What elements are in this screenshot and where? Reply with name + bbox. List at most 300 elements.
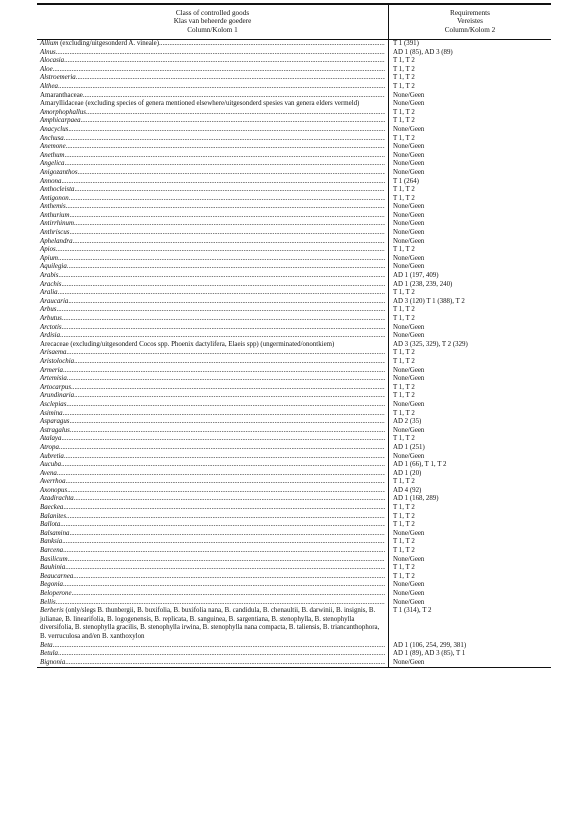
class-cell (37, 444, 389, 453)
dot-leader (68, 556, 385, 565)
table-row (37, 289, 551, 298)
requirement-cell: None/Geen (393, 658, 425, 666)
table-row (37, 427, 551, 436)
dot-leader (66, 401, 385, 410)
table-row (37, 392, 551, 401)
class-name: Asclepias (40, 400, 67, 408)
dot-leader (64, 135, 385, 144)
dot-leader (68, 126, 385, 135)
class-cell (37, 152, 389, 161)
table-row (37, 57, 551, 66)
table-row (37, 40, 551, 49)
class-cell (37, 74, 389, 83)
dot-leader (60, 521, 385, 530)
requirement-cell: T 1 (264) (393, 177, 419, 185)
requirement-cell: None/Geen (393, 590, 425, 597)
table-row (37, 444, 551, 453)
class-cell (37, 650, 389, 659)
table-row (37, 169, 551, 178)
dot-leader (56, 599, 385, 608)
class-name: Apios (40, 246, 56, 254)
class-cell (37, 392, 389, 401)
class-cell (37, 599, 389, 608)
dot-leader (70, 427, 385, 436)
class-name: Artemisia (40, 375, 67, 383)
dot-leader (72, 590, 385, 599)
requirement-cell: AD 1 (197, 409) (393, 272, 439, 280)
class-name: Atalaya (40, 435, 62, 443)
table-row (37, 487, 551, 496)
class-cell (37, 246, 389, 255)
class-name: Anigozanthos (40, 168, 78, 176)
dot-leader (58, 272, 385, 281)
requirement-cell: None/Geen (393, 263, 425, 271)
table-row (37, 573, 551, 582)
dot-leader (56, 246, 385, 255)
dot-leader (53, 66, 385, 75)
class-name: Anemone (40, 143, 66, 151)
class-name: Amaranthaceae (40, 91, 83, 99)
table-row (37, 203, 551, 212)
class-cell (37, 547, 389, 556)
class-name: Arctotis (40, 323, 62, 331)
table-header (37, 5, 551, 40)
table-row (37, 255, 551, 264)
class-cell (37, 238, 389, 247)
class-cell (37, 143, 389, 152)
class-cell (37, 573, 389, 582)
class-cell (37, 281, 389, 290)
requirement-cell: T 1 (314), T 2 (393, 607, 432, 615)
table-row (37, 599, 551, 608)
table-row (37, 478, 551, 487)
table-row (37, 650, 551, 659)
class-name: Asparagus (40, 418, 70, 426)
requirement-cell: None/Geen (393, 220, 425, 228)
table-row (37, 143, 551, 152)
class-cell (37, 92, 389, 101)
requirement-cell: T 1, T 2 (393, 82, 415, 90)
class-name: Amphicarpaea (40, 117, 81, 125)
table-row (37, 324, 551, 333)
header-col2-line-1: Requirements (450, 9, 490, 17)
requirement-cell: T 1, T 2 (393, 289, 415, 297)
class-cell (37, 66, 389, 75)
class-cell (37, 418, 389, 427)
requirement-cell: AD 1 (85), AD 3 (89) (393, 48, 453, 56)
class-cell (37, 203, 389, 212)
class-cell (37, 109, 389, 118)
class-cell (37, 478, 389, 487)
class-cell (37, 57, 389, 66)
requirement-cell: None/Geen (393, 598, 425, 606)
dot-leader (63, 581, 385, 590)
header-col2-line-3: Column/Kolom 2 (444, 25, 496, 34)
requirement-cell: AD 1 (251) (393, 443, 425, 451)
requirement-cell: None/Geen (393, 366, 425, 374)
dot-leader (67, 487, 385, 496)
requirement-cell: T 1, T 2 (393, 306, 415, 314)
header-column-1 (37, 5, 389, 39)
table-row (37, 453, 551, 462)
requirement-cell: None/Geen (393, 203, 425, 211)
requirement-cell: T 1, T 2 (393, 117, 415, 125)
table-row (37, 435, 551, 444)
table-row (37, 659, 551, 668)
dot-leader (62, 315, 385, 324)
dot-leader (58, 289, 385, 298)
class-name: Ardisia (40, 332, 61, 340)
requirement-cell: T 1 (391) (393, 40, 419, 47)
class-cell (37, 401, 389, 410)
dot-leader (67, 263, 385, 272)
requirement-cell: AD 2 (35) (393, 418, 422, 426)
class-name: Arachis (40, 280, 62, 288)
class-cell (37, 384, 389, 393)
dot-leader (66, 513, 385, 522)
dot-leader (69, 418, 385, 427)
class-cell (37, 195, 389, 204)
class-name: Antirrhinum (40, 220, 74, 228)
class-cell (37, 272, 389, 281)
requirement-cell: T 1, T 2 (393, 108, 415, 116)
class-cell (37, 178, 389, 187)
class-name: Alocasia (40, 57, 65, 65)
requirement-cell: T 1, T 2 (393, 315, 415, 322)
class-name: Amorphophallus (40, 108, 86, 116)
header-col1-line-1: Class of controlled goods (175, 9, 250, 17)
requirement-cell: T 1, T 2 (393, 194, 415, 202)
table-row (37, 272, 551, 281)
table-row (37, 521, 551, 530)
class-name: Aristolochia (40, 357, 75, 365)
class-name: Begonia (40, 581, 63, 589)
class-name: Ballota (40, 521, 61, 529)
header-column-2 (389, 5, 551, 39)
class-name: Atropa (40, 443, 59, 451)
dot-leader (61, 281, 385, 290)
requirement-cell: T 1, T 2 (393, 383, 415, 391)
dot-leader (69, 212, 385, 221)
dot-leader (58, 255, 385, 264)
dot-leader (57, 470, 385, 479)
table-row (37, 513, 551, 522)
class-cell (37, 135, 389, 144)
table-row (37, 367, 551, 376)
class-name: Aquilegia (40, 263, 67, 271)
table-row (37, 298, 551, 307)
table-row (37, 384, 551, 393)
class-name: Arabis (40, 272, 59, 280)
class-cell (37, 315, 389, 324)
table-row (37, 315, 551, 324)
header-col1-line-2: Klas van beheerde goedere (173, 17, 252, 26)
class-name: Anethum (40, 151, 65, 159)
table-row (37, 332, 551, 341)
dot-leader (68, 298, 385, 307)
table-row (37, 401, 551, 410)
dot-leader (76, 74, 385, 83)
class-name: Avena (40, 469, 57, 477)
table-row (37, 178, 551, 187)
table-row (37, 470, 551, 479)
requirement-cell: None/Geen (393, 323, 425, 331)
requirement-cell: T 1, T 2 (393, 409, 415, 417)
class-name: Arisaema (40, 349, 67, 357)
requirement-cell: AD 3 (120) T 1 (388), T 2 (393, 297, 465, 305)
class-name: Arbus (40, 306, 57, 314)
table-row (37, 117, 551, 126)
requirement-cell: T 1, T 2 (393, 134, 415, 142)
requirement-cell: AD 1 (89), AD 3 (85), T 1 (393, 650, 466, 658)
requirement-cell: None/Geen (393, 426, 425, 434)
class-cell (37, 126, 389, 135)
table-body (37, 40, 551, 667)
dot-leader (53, 642, 385, 651)
requirement-cell: T 1, T 2 (393, 435, 415, 443)
requirement-cell: T 1, T 2 (393, 547, 415, 555)
requirement-cell: T 1, T 2 (393, 564, 415, 572)
class-name: Aucuba (40, 461, 62, 469)
table-row (37, 590, 551, 599)
class-cell (37, 435, 389, 444)
table-row (37, 418, 551, 427)
class-name: Astragalus (40, 426, 70, 434)
dot-leader (69, 530, 385, 539)
class-cell (37, 117, 389, 126)
class-name: Araucaria (40, 297, 69, 305)
table-row (37, 495, 551, 504)
class-cell (37, 581, 389, 590)
class-cell (37, 590, 389, 599)
class-cell (37, 642, 389, 651)
class-cell (37, 289, 389, 298)
class-name: Axonopus (40, 486, 68, 494)
class-cell (37, 212, 389, 221)
class-cell (37, 83, 389, 92)
requirement-cell: None/Geen (393, 400, 425, 408)
requirement-cell: T 1, T 2 (393, 478, 415, 486)
requirement-cell: AD 4 (92) (393, 486, 422, 494)
dot-leader (62, 538, 385, 547)
table-row (37, 109, 551, 118)
table-row (37, 504, 551, 513)
table-row (37, 349, 551, 358)
header-col2-line-2: Vereistes (457, 17, 483, 26)
dot-leader (58, 83, 385, 92)
class-name: Bauhinia (40, 564, 66, 572)
class-cell (37, 367, 389, 376)
class-name: Aloe (40, 65, 53, 73)
requirement-cell: AD 1 (168, 289) (393, 495, 439, 503)
requirement-cell: T 1, T 2 (393, 521, 415, 529)
requirement-cell: None/Geen (393, 160, 425, 168)
dot-leader (63, 504, 385, 513)
class-name: Amaryllidaceae (excluding species of genera mentioned elsewhere/uitgesonderd spesies van genera elders vermeld) (40, 100, 360, 108)
requirement-cell: None/Geen (393, 254, 425, 262)
requirement-cell: None/Geen (393, 229, 425, 237)
bottom-rule (37, 667, 551, 668)
class-name: Asimina (40, 409, 63, 417)
class-cell (37, 229, 389, 238)
table-row (37, 530, 551, 539)
table-row (37, 195, 551, 204)
requirement-cell: None/Geen (393, 237, 425, 245)
class-cell (37, 306, 389, 315)
dot-leader (60, 332, 385, 341)
requirement-cell: T 1, T 2 (393, 572, 415, 580)
requirement-cell: T 1, T 2 (393, 512, 415, 520)
table-row (37, 306, 551, 315)
dot-leader (81, 117, 385, 126)
dot-leader (69, 195, 385, 204)
dot-leader (74, 358, 385, 367)
table-row (37, 564, 551, 573)
dot-leader (63, 547, 385, 556)
dot-leader (86, 109, 385, 118)
class-name: Angelica (40, 160, 65, 168)
class-name: Barcena (40, 547, 64, 555)
class-name: Betula (40, 650, 58, 658)
table-row (37, 358, 551, 367)
class-name: Arecaceae (excluding/uitgesonderd Cocos spp. Phoenix dactylifera, Elaeis spp) (ungerminated/onontkiem) (40, 340, 335, 348)
class-cell (37, 470, 389, 479)
dot-leader (159, 40, 385, 49)
class-cell (37, 564, 389, 573)
requirement-cell: T 1, T 2 (393, 246, 415, 254)
table-row (37, 83, 551, 92)
class-cell (37, 410, 389, 419)
class-cell (37, 169, 389, 178)
requirement-cell: None/Geen (393, 529, 425, 537)
dot-leader (59, 444, 385, 453)
class-name: Artocarpus (40, 383, 72, 391)
class-name: Anthurium (40, 211, 70, 219)
dot-leader (61, 461, 385, 470)
class-name: Althea (40, 82, 58, 90)
class-name: Arundinaria (40, 392, 75, 400)
dot-leader (66, 203, 385, 212)
dot-leader (69, 229, 385, 238)
class-cell (37, 427, 389, 436)
class-cell (37, 453, 389, 462)
dot-leader (73, 238, 385, 247)
class-name: Beta (40, 641, 53, 649)
requirement-cell: T 1, T 2 (393, 357, 415, 365)
requirement-cell: None/Geen (393, 375, 425, 383)
dot-leader (63, 410, 385, 419)
dot-leader (71, 384, 385, 393)
dot-leader (66, 143, 385, 152)
table-row (37, 135, 551, 144)
class-name: Bellis (40, 598, 56, 606)
class-cell (37, 341, 389, 350)
requirement-cell: None/Geen (393, 581, 425, 589)
requirement-cell: T 1, T 2 (393, 504, 415, 512)
class-cell (37, 461, 389, 470)
class-name: Anchusa (40, 134, 64, 142)
class-name: Averrhoa (40, 478, 66, 486)
requirement-cell: None/Geen (393, 143, 425, 151)
class-name: Baeckea (40, 504, 64, 512)
requirement-cell: None/Geen (393, 332, 425, 340)
table-row (37, 220, 551, 229)
dot-leader (65, 659, 385, 668)
class-name: Apium (40, 254, 58, 262)
dot-leader (58, 650, 385, 659)
class-name: Basilicum (40, 555, 68, 563)
requirement-cell: T 1, T 2 (393, 349, 415, 357)
table-row (37, 66, 551, 75)
table-row (37, 281, 551, 290)
requirement-cell: None/Geen (393, 91, 425, 99)
dot-leader (66, 478, 385, 487)
table-row (37, 212, 551, 221)
requirement-cell: T 1, T 2 (393, 65, 415, 73)
dot-leader (56, 49, 385, 58)
class-cell (37, 220, 389, 229)
class-name: Armeria (40, 366, 63, 374)
table-row (37, 238, 551, 247)
class-name: Banksia (40, 538, 63, 546)
class-cell (37, 487, 389, 496)
dot-leader (66, 349, 385, 358)
table-row (37, 160, 551, 169)
requirement-cell: AD 3 (325, 329), T 2 (329) (393, 340, 468, 348)
dot-leader (65, 160, 386, 169)
class-cell (37, 513, 389, 522)
table-row (37, 92, 551, 101)
table-row (37, 246, 551, 255)
class-name: Balanites (40, 512, 67, 520)
requirement-cell: T 1, T 2 (393, 57, 415, 65)
dot-leader (65, 152, 386, 161)
class-cell (37, 298, 389, 307)
class-cell (37, 504, 389, 513)
dot-leader (64, 57, 385, 66)
class-name: Alnus (40, 48, 56, 56)
table-row (37, 547, 551, 556)
dot-leader (62, 324, 385, 333)
class-cell (37, 263, 389, 272)
requirement-cell: T 1, T 2 (393, 186, 415, 194)
class-name: Allium (excluding/uitgesonderd A. vineale) (40, 40, 160, 47)
requirement-cell: AD 1 (20) (393, 469, 422, 477)
table-row (37, 100, 551, 109)
table-row (37, 607, 551, 641)
class-cell (37, 100, 389, 109)
table-row (37, 410, 551, 419)
class-cell (37, 358, 389, 367)
requirement-cell: None/Geen (393, 125, 425, 133)
dot-leader (56, 306, 385, 315)
class-name: Berberis (only/slegs B. thunbergii, B. buxifolia, B. buxifolia nana, B. candidula, B. chenaultii, B. darwinii, B. insignis, B. julianae, B. linearifolia, B. logogenensis, B. replicata, B. sanguinea, B. sargentiana, B. stenophylla, B. stenophylla diversifolia, B. stenophylla gracilis, B. stenophylla irwina, B. stenophylla nana compacta, B. taliensis, B. triancanthophora, B. verruculosa and/en B. xanthoxylon (40, 607, 380, 640)
requirement-cell: None/Geen (393, 211, 425, 219)
table-row (37, 229, 551, 238)
class-name: Anacyclus (40, 125, 69, 133)
regulation-table (37, 3, 551, 668)
requirement-cell: None/Geen (393, 151, 425, 159)
table-row (37, 556, 551, 565)
class-name: Alstroemeria (40, 74, 76, 82)
class-cell (37, 324, 389, 333)
class-cell (37, 530, 389, 539)
class-name: Aubretia (40, 452, 64, 460)
class-cell (37, 349, 389, 358)
table-row (37, 538, 551, 547)
dot-leader (65, 564, 385, 573)
class-name: Beloperone (40, 590, 72, 597)
